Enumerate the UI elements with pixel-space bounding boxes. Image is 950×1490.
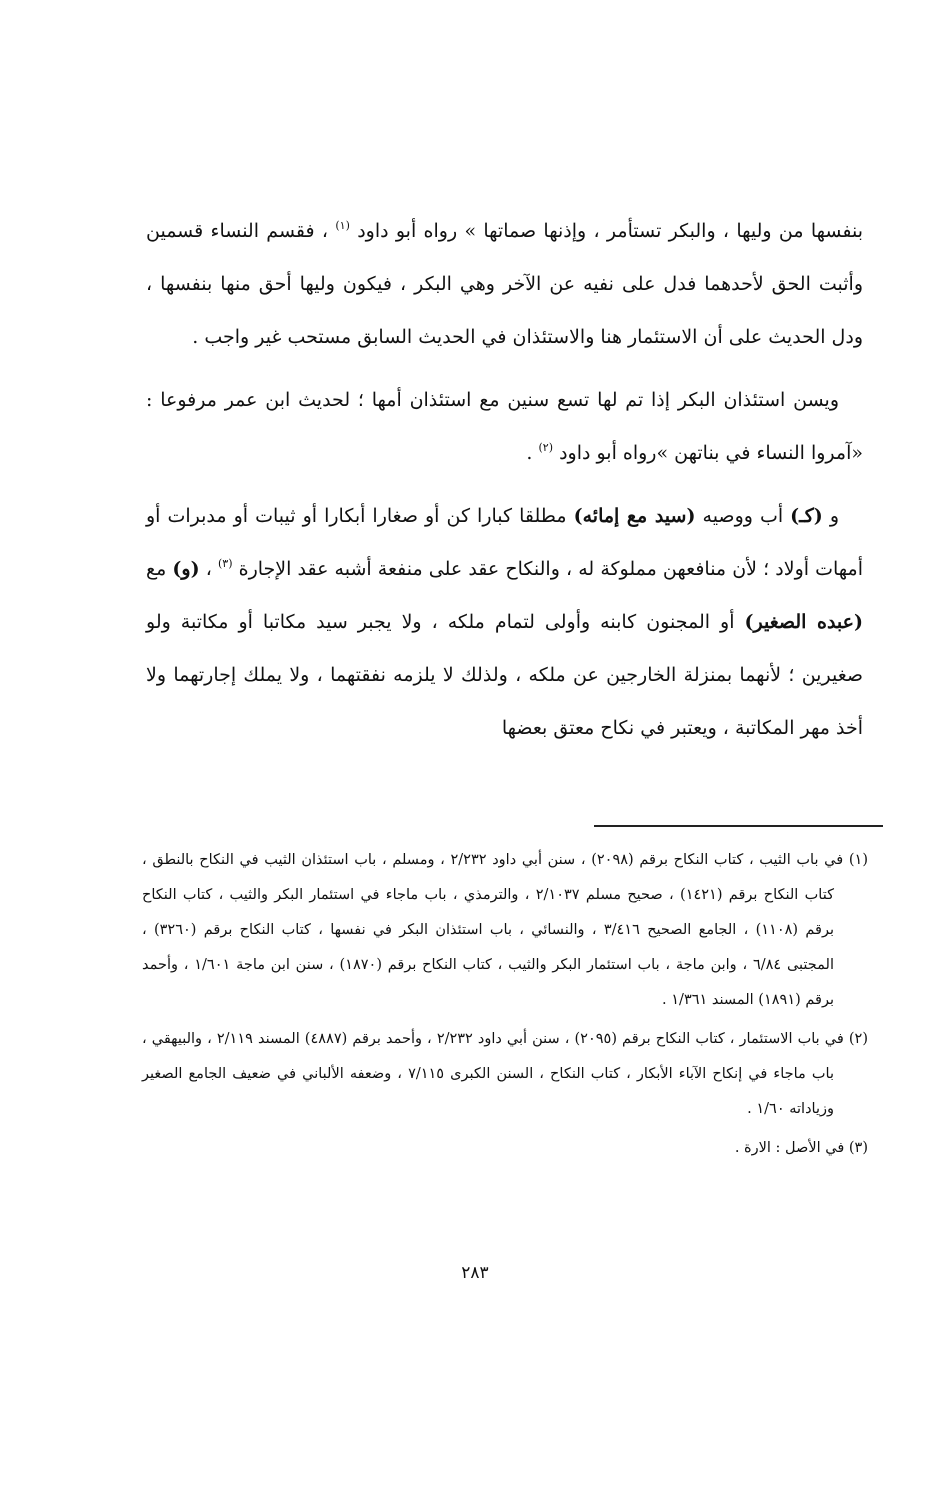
- footnote-ref-3[interactable]: (٣): [217, 557, 233, 570]
- page-number: ٢٨٣: [461, 1263, 489, 1283]
- paragraph-3-comma: ،: [205, 558, 212, 580]
- paragraph-1-part-a: بنفسها من وليها ، والبكر تستأمر ، وإذنها صماتها » رواه أبو داود: [357, 220, 863, 242]
- paragraph-2-part-b: .: [526, 442, 533, 464]
- footnote-ref-1[interactable]: (١): [335, 219, 350, 232]
- paragraph-3-text-j: أو المجنون كابنه وأولى لتمام ملكه ، ولا يجبر سيد مكاتبا أو مكاتبة ولو صغيرين ؛ لأنهما بمنزلة الخارجين عن ملكه ، ولذلك لا يلزمه نفقتهما ، ولا يملك إجارتهما ولا أخذ مهر المكاتبة ، ويعتبر في نكاح معتق بعضها: [146, 611, 863, 739]
- footnote-divider: [594, 825, 883, 827]
- main-text: [146, 205, 863, 755]
- paragraph-2: [146, 374, 863, 480]
- footnote-1: (١) في باب الثيب ، كتاب النكاح برقم (٢٠٩٨) ، سنن أبي داود ٢/٢٣٢ ، ومسلم ، باب استئذان الثيب في النكاح بالنطق ، كتاب النكاح برقم (١٤٢١) ، صحيح مسلم ٢/١٠٣٧ ، والترمذي ، باب ماجاء في استئمار البكر والثيب ، كتاب النكاح برقم (١١٠٨) ، الجامع الصحيح ٣/٤١٦ ، والنسائي ، باب استئذان البكر في نفسها ، كتاب النكاح برقم (٣٢٦٠) ، المجتبى ٦/٨٤ ، وابن ماجة ، باب استئمار البكر والثيب ، كتاب النكاح برقم (١٨٧٠) ، سنن ابن ماجة ١/٦٠١ ، وأحمد برقم (١٨٩١) المسند ١/٣٦١ .: [142, 852, 868, 1008]
- paragraph-3-text-c: أب ووصيه: [702, 505, 784, 527]
- paragraph-3-conjunction: و: [829, 505, 839, 527]
- matn-abdihi-assaghir: (عبده الصغير): [744, 611, 863, 633]
- matn-ka: (كـ): [790, 505, 823, 527]
- footnote-3: (٣) في الأصل : الارة .: [734, 1140, 868, 1156]
- paragraph-2-part-a: ويسن استئذان البكر إذا تم لها تسع سنين مع استئذان أمها ؛ لحديث ابن عمر مرفوعا : «آمروا النساء في بناتهن »رواه أبو داود: [146, 389, 863, 464]
- paragraph-1: [146, 205, 863, 364]
- paragraph-3-text-h: مع: [146, 558, 167, 580]
- footnote-2: (٢) في باب الاستئمار ، كتاب النكاح برقم (٢٠٩٥) ، سنن أبي داود ٢/٢٣٢ ، وأحمد برقم (٤٨٨٧) المسند ٢/١١٩ ، والبيهقي ، باب ماجاء في إنكاح الآباء الأبكار ، كتاب النكاح ، السنن الكبرى ٧/١١٥ ، وضعفه الألباني في ضعيف الجامع الصغير وزياداته ١/٦٠ .: [142, 1031, 868, 1117]
- paragraph-3-text-e: مطلقا كبارا كن أو صغارا أبكارا أو ثيبات أو مدبرات أو أمهات أولاد ؛ لأن منافعهن مملوكة له ، والنكاح عقد على منفعة أشبه عقد الإجارة: [146, 505, 864, 580]
- matn-wa: (و): [172, 558, 200, 580]
- paragraph-1-part-b: ، فقسم النساء قسمين وأثبت الحق لأحدهما فدل على نفيه عن الآخر وهي البكر ، فيكون وليها أحق منها بنفسها ، ودل الحديث على أن الاستئمار هنا والاستئذان في الحديث السابق مستحب غير واجب .: [146, 220, 863, 348]
- paragraph-3: [146, 490, 863, 755]
- footnote-ref-2[interactable]: (٢): [538, 441, 554, 454]
- footnotes: [142, 843, 868, 1170]
- matn-sayyid-maa-imaihi: (سيد مع إمائه): [573, 505, 696, 527]
